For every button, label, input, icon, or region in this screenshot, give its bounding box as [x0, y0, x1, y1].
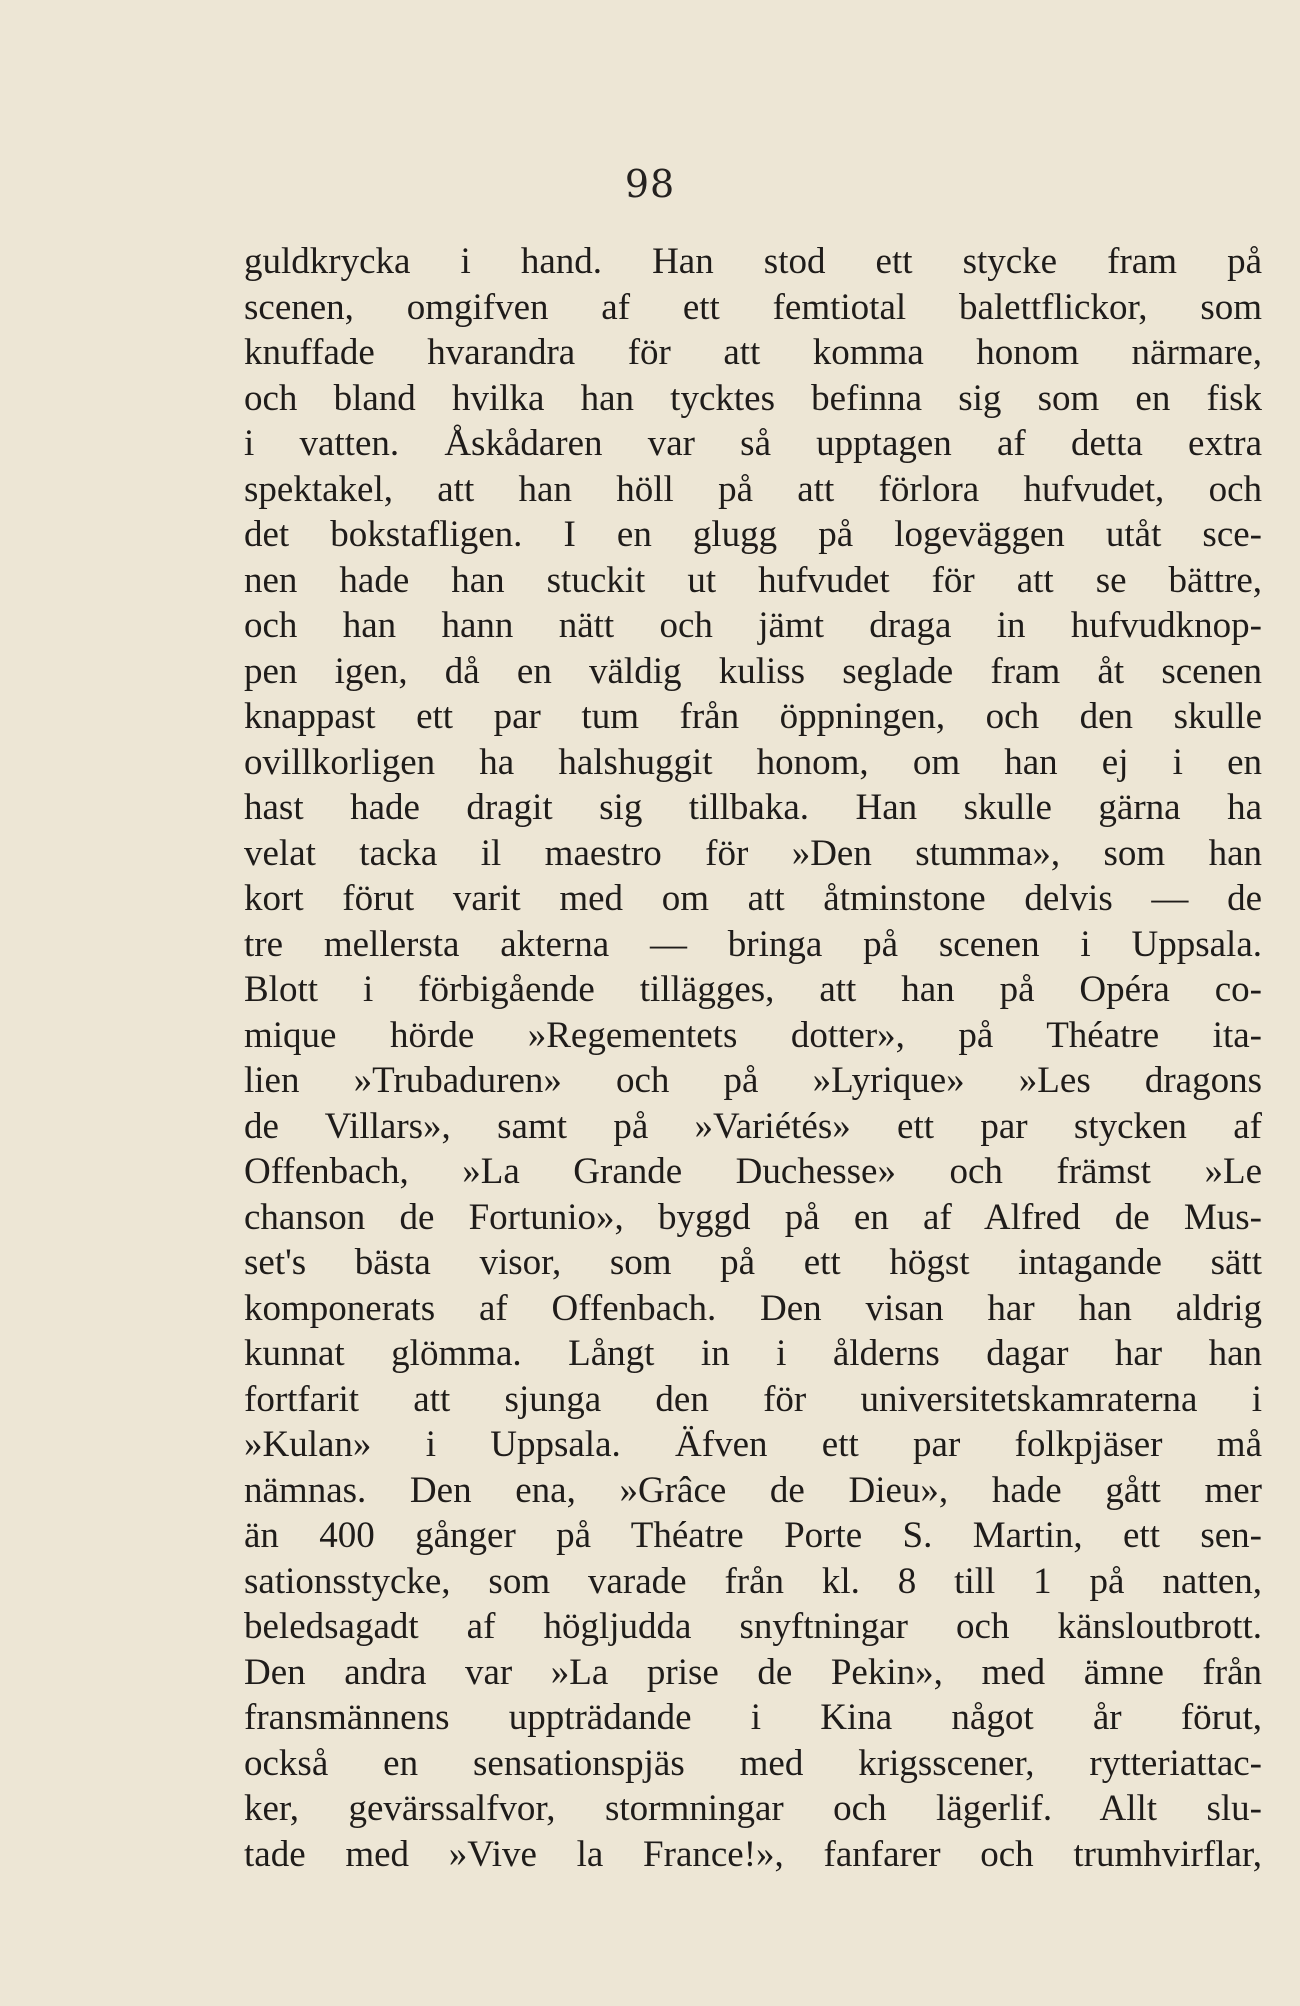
- text-line: »Kulan» i Uppsala. Äfven ett par folkpjäser må: [244, 1424, 1262, 1465]
- text-line: Blott i förbigående tillägges, att han på Opéra co-: [244, 969, 1262, 1010]
- text-line: Den andra var »La prise de Pekin», med ämne från: [244, 1651, 1262, 1693]
- text-line: tade med »Vive la France!», fanfarer och trumhvirflar,: [244, 1833, 1262, 1875]
- text-line: ker, gevärssalfvor, stormningar och lägerlif. Allt slu-: [244, 1788, 1262, 1829]
- text-line: än 400 gånger på Théatre Porte S. Martin, ett sen-: [244, 1515, 1262, 1556]
- text-line: chanson de Fortunio», byggd på en af Alfred de Mus-: [244, 1196, 1262, 1238]
- text-line: knuffade hvarandra för att komma honom närmare,: [244, 332, 1262, 373]
- text-line: de Villars», samt på »Variétés» ett par stycken af: [244, 1105, 1262, 1147]
- text-line: och han hann nätt och jämt draga in hufvudknop-: [244, 605, 1262, 646]
- body-text: [244, 239, 1262, 1877]
- text-line: nen hade han stuckit ut hufvudet för att se bättre,: [244, 559, 1262, 601]
- text-line: knappast ett par tum från öppningen, och den skulle: [244, 696, 1262, 737]
- text-line: tre mellersta akterna — bringa på scenen i Uppsala.: [244, 923, 1262, 965]
- text-line: nämnas. Den ena, »Grâce de Dieu», hade gått mer: [244, 1469, 1262, 1511]
- text-line: hast hade dragit sig tillbaka. Han skulle gärna ha: [244, 787, 1262, 828]
- text-line: sationsstycke, som varade från kl. 8 till 1 på natten,: [244, 1560, 1262, 1602]
- text-line: pen igen, då en väldig kuliss seglade fram åt scenen: [244, 650, 1262, 692]
- text-line: fransmännens uppträdande i Kina något år förut,: [244, 1697, 1262, 1738]
- text-line: det bokstafligen. I en glugg på logeväggen utåt sce-: [244, 514, 1262, 555]
- text-line: velat tacka il maestro för »Den stumma», som han: [244, 832, 1262, 874]
- text-line: ovillkorligen ha halshuggit honom, om han ej i en: [244, 741, 1262, 783]
- text-line: Offenbach, »La Grande Duchesse» och främst »Le: [244, 1151, 1262, 1192]
- text-line: spektakel, att han höll på att förlora hufvudet, och: [244, 468, 1262, 510]
- text-line: guldkrycka i hand. Han stod ett stycke fram på: [244, 241, 1262, 282]
- text-line: kort förut varit med om att åtminstone delvis — de: [244, 878, 1262, 919]
- text-line: fortfarit att sjunga den för universitetskamraterna i: [244, 1378, 1262, 1420]
- text-line: mique hörde »Regementets dotter», på Théatre ita-: [244, 1014, 1262, 1056]
- text-line: också en sensationspjäs med krigsscener, rytteriattac-: [244, 1742, 1262, 1784]
- text-line: och bland hvilka han tycktes befinna sig som en fisk: [244, 377, 1262, 419]
- text-line: set's bästa visor, som på ett högst intagande sätt: [244, 1242, 1262, 1283]
- text-line: i vatten. Åskådaren var så upptagen af detta extra: [244, 423, 1262, 464]
- text-line: beledsagadt af högljudda snyftningar och känsloutbrott.: [244, 1606, 1262, 1647]
- text-line: kunnat glömma. Långt in i ålderns dagar har han: [244, 1333, 1262, 1374]
- text-line: lien »Trubaduren» och på »Lyrique» »Les dragons: [244, 1060, 1262, 1101]
- text-line: komponerats af Offenbach. Den visan har han aldrig: [244, 1287, 1262, 1329]
- text-line: scenen, omgifven af ett femtiotal balettflickor, som: [244, 286, 1262, 328]
- page-number: 98: [624, 162, 676, 206]
